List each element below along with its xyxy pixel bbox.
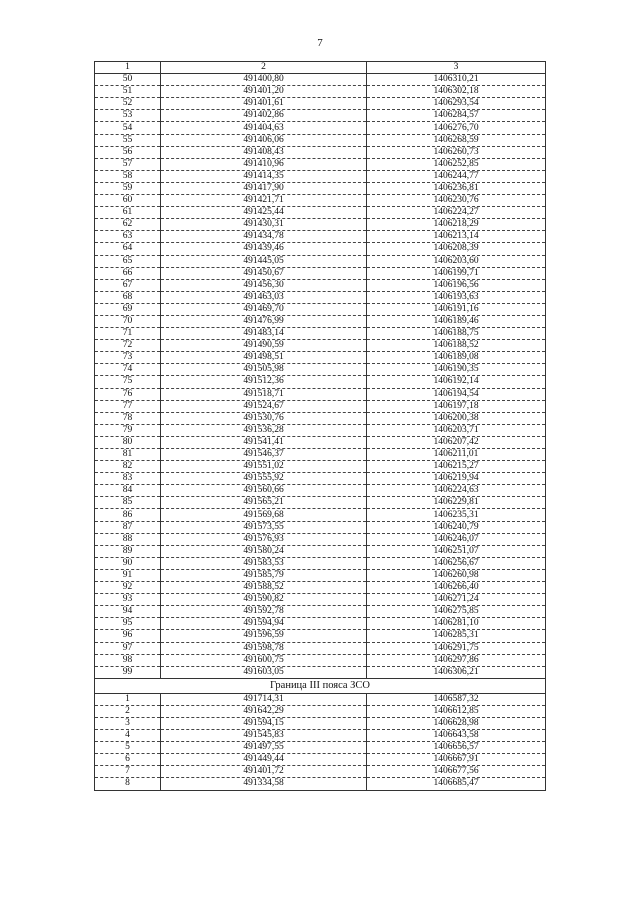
point-number-cell: 57 (95, 158, 161, 170)
y-coordinate-cell: 1406266,40 (367, 582, 546, 594)
y-coordinate-cell: 1406203,71 (367, 424, 546, 436)
point-number-cell: 71 (95, 328, 161, 340)
point-number-cell: 3 (95, 717, 161, 729)
table-row (95, 400, 546, 412)
table-row (95, 666, 546, 678)
y-coordinate-cell: 1406667,91 (367, 754, 546, 766)
y-coordinate-cell: 1406260,73 (367, 146, 546, 158)
x-coordinate-cell: 491603,05 (161, 666, 367, 678)
x-coordinate-cell: 491594,15 (161, 717, 367, 729)
point-number-cell: 1 (95, 693, 161, 705)
x-coordinate-cell: 491483,14 (161, 328, 367, 340)
x-coordinate-cell: 491402,86 (161, 110, 367, 122)
x-coordinate-cell: 491545,83 (161, 730, 367, 742)
point-number-cell: 98 (95, 654, 161, 666)
table-row (95, 630, 546, 642)
point-number-cell: 55 (95, 134, 161, 146)
table-row (95, 521, 546, 533)
x-coordinate-cell: 491524,67 (161, 400, 367, 412)
x-coordinate-cell: 491573,55 (161, 521, 367, 533)
x-coordinate-cell: 491576,93 (161, 533, 367, 545)
table-row (95, 195, 546, 207)
x-coordinate-cell: 491600,75 (161, 654, 367, 666)
y-coordinate-cell: 1406293,54 (367, 98, 546, 110)
x-coordinate-cell: 491596,59 (161, 630, 367, 642)
point-number-cell: 65 (95, 255, 161, 267)
point-number-cell: 2 (95, 705, 161, 717)
y-coordinate-cell: 1406251,07 (367, 545, 546, 557)
point-number-cell: 94 (95, 606, 161, 618)
point-number-cell: 95 (95, 618, 161, 630)
table-row (95, 412, 546, 424)
y-coordinate-cell: 1406297,86 (367, 654, 546, 666)
point-number-cell: 50 (95, 74, 161, 86)
y-coordinate-cell: 1406276,70 (367, 122, 546, 134)
point-number-cell: 54 (95, 122, 161, 134)
x-coordinate-cell: 491560,66 (161, 485, 367, 497)
table-row (95, 693, 546, 705)
y-coordinate-cell: 1406207,42 (367, 436, 546, 448)
y-coordinate-cell: 1406200,38 (367, 412, 546, 424)
point-number-cell: 80 (95, 436, 161, 448)
point-number-cell: 89 (95, 545, 161, 557)
y-coordinate-cell: 1406275,85 (367, 606, 546, 618)
x-coordinate-cell: 491469,70 (161, 303, 367, 315)
x-coordinate-cell: 491588,52 (161, 582, 367, 594)
column-header-y: 3 (367, 62, 546, 74)
x-coordinate-cell: 491541,41 (161, 436, 367, 448)
x-coordinate-cell: 491445,05 (161, 255, 367, 267)
x-coordinate-cell: 491400,80 (161, 74, 367, 86)
y-coordinate-cell: 1406189,08 (367, 352, 546, 364)
x-coordinate-cell: 491598,78 (161, 642, 367, 654)
x-coordinate-cell: 491551,02 (161, 461, 367, 473)
x-coordinate-cell: 491580,24 (161, 545, 367, 557)
column-header-point-number: 1 (95, 62, 161, 74)
table-row (95, 340, 546, 352)
y-coordinate-cell: 1406656,57 (367, 742, 546, 754)
table-row (95, 557, 546, 569)
y-coordinate-cell: 1406224,63 (367, 485, 546, 497)
table-row (95, 110, 546, 122)
table-row (95, 315, 546, 327)
point-number-cell: 83 (95, 473, 161, 485)
x-coordinate-cell: 491530,76 (161, 412, 367, 424)
y-coordinate-cell: 1406281,10 (367, 618, 546, 630)
table-row (95, 582, 546, 594)
x-coordinate-cell: 491334,58 (161, 778, 367, 790)
x-coordinate-cell: 491569,68 (161, 509, 367, 521)
y-coordinate-cell: 1406685,47 (367, 778, 546, 790)
point-number-cell: 97 (95, 642, 161, 654)
y-coordinate-cell: 1406285,31 (367, 630, 546, 642)
point-number-cell: 6 (95, 754, 161, 766)
point-number-cell: 56 (95, 146, 161, 158)
point-number-cell: 62 (95, 219, 161, 231)
point-number-cell: 73 (95, 352, 161, 364)
table-row (95, 328, 546, 340)
table-row (95, 207, 546, 219)
y-coordinate-cell: 1406240,79 (367, 521, 546, 533)
point-number-cell: 85 (95, 497, 161, 509)
table-row (95, 754, 546, 766)
y-coordinate-cell: 1406188,75 (367, 328, 546, 340)
table-row (95, 219, 546, 231)
x-coordinate-cell: 491434,78 (161, 231, 367, 243)
table-row (95, 705, 546, 717)
point-number-cell: 5 (95, 742, 161, 754)
table-row (95, 134, 546, 146)
y-coordinate-cell: 1406193,63 (367, 291, 546, 303)
x-coordinate-cell: 491450,67 (161, 267, 367, 279)
x-coordinate-cell: 491518,71 (161, 388, 367, 400)
table-row (95, 170, 546, 182)
point-number-cell: 74 (95, 364, 161, 376)
point-number-cell: 61 (95, 207, 161, 219)
x-coordinate-cell: 491401,61 (161, 98, 367, 110)
table-row (95, 654, 546, 666)
point-number-cell: 58 (95, 170, 161, 182)
y-coordinate-cell: 1406302,18 (367, 86, 546, 98)
table-row (95, 766, 546, 778)
table-row (95, 717, 546, 729)
y-coordinate-cell: 1406213,14 (367, 231, 546, 243)
y-coordinate-cell: 1406284,57 (367, 110, 546, 122)
point-number-cell: 67 (95, 279, 161, 291)
y-coordinate-cell: 1406628,98 (367, 717, 546, 729)
point-number-cell: 77 (95, 400, 161, 412)
table-row (95, 231, 546, 243)
x-coordinate-cell: 491583,53 (161, 557, 367, 569)
x-coordinate-cell: 491585,79 (161, 569, 367, 581)
table-row (95, 497, 546, 509)
table-row (95, 255, 546, 267)
point-number-cell: 64 (95, 243, 161, 255)
point-number-cell: 88 (95, 533, 161, 545)
point-number-cell: 70 (95, 315, 161, 327)
y-coordinate-cell: 1406219,94 (367, 473, 546, 485)
y-coordinate-cell: 1406196,56 (367, 279, 546, 291)
table-row (95, 279, 546, 291)
point-number-cell: 72 (95, 340, 161, 352)
point-number-cell: 87 (95, 521, 161, 533)
table-row (95, 74, 546, 86)
table-row (95, 730, 546, 742)
y-coordinate-cell: 1406199,71 (367, 267, 546, 279)
table-row (95, 182, 546, 194)
point-number-cell: 8 (95, 778, 161, 790)
table-row (95, 606, 546, 618)
table-row (95, 352, 546, 364)
x-coordinate-cell: 491439,46 (161, 243, 367, 255)
y-coordinate-cell: 1406252,85 (367, 158, 546, 170)
point-number-cell: 84 (95, 485, 161, 497)
y-coordinate-cell: 1406260,98 (367, 569, 546, 581)
table-row (95, 436, 546, 448)
table-row (95, 98, 546, 110)
table-row (95, 122, 546, 134)
table-row (95, 594, 546, 606)
point-number-cell: 82 (95, 461, 161, 473)
section-heading-row (95, 678, 546, 693)
table-row (95, 642, 546, 654)
table-row (95, 778, 546, 790)
y-coordinate-cell: 1406246,07 (367, 533, 546, 545)
x-coordinate-cell: 491406,06 (161, 134, 367, 146)
point-number-cell: 69 (95, 303, 161, 315)
x-coordinate-cell: 491512,36 (161, 376, 367, 388)
table-row (95, 267, 546, 279)
point-number-cell: 91 (95, 569, 161, 581)
y-coordinate-cell: 1406203,60 (367, 255, 546, 267)
point-number-cell: 81 (95, 449, 161, 461)
y-coordinate-cell: 1406235,31 (367, 509, 546, 521)
y-coordinate-cell: 1406236,81 (367, 182, 546, 194)
point-number-cell: 86 (95, 509, 161, 521)
y-coordinate-cell: 1406612,85 (367, 705, 546, 717)
table-row (95, 533, 546, 545)
x-coordinate-cell: 491592,78 (161, 606, 367, 618)
table-row (95, 303, 546, 315)
x-coordinate-cell: 491456,30 (161, 279, 367, 291)
y-coordinate-cell: 1406587,32 (367, 693, 546, 705)
y-coordinate-cell: 1406191,16 (367, 303, 546, 315)
y-coordinate-cell: 1406244,77 (367, 170, 546, 182)
table-row (95, 742, 546, 754)
y-coordinate-cell: 1406268,59 (367, 134, 546, 146)
point-number-cell: 4 (95, 730, 161, 742)
x-coordinate-cell: 491714,31 (161, 693, 367, 705)
point-number-cell: 76 (95, 388, 161, 400)
y-coordinate-cell: 1406224,27 (367, 207, 546, 219)
x-coordinate-cell: 491421,71 (161, 195, 367, 207)
table-row (95, 449, 546, 461)
x-coordinate-cell: 491536,28 (161, 424, 367, 436)
x-coordinate-cell: 491498,51 (161, 352, 367, 364)
y-coordinate-cell: 1406291,75 (367, 642, 546, 654)
point-number-cell: 52 (95, 98, 161, 110)
y-coordinate-cell: 1406229,81 (367, 497, 546, 509)
point-number-cell: 7 (95, 766, 161, 778)
table-row (95, 545, 546, 557)
table-row (95, 473, 546, 485)
table-row (95, 364, 546, 376)
table-row (95, 291, 546, 303)
x-coordinate-cell: 491476,99 (161, 315, 367, 327)
point-number-cell: 53 (95, 110, 161, 122)
table-row (95, 146, 546, 158)
point-number-cell: 68 (95, 291, 161, 303)
y-coordinate-cell: 1406189,46 (367, 315, 546, 327)
coordinates-table (94, 61, 546, 791)
x-coordinate-cell: 491417,90 (161, 182, 367, 194)
x-coordinate-cell: 491497,55 (161, 742, 367, 754)
point-number-cell: 96 (95, 630, 161, 642)
x-coordinate-cell: 491404,63 (161, 122, 367, 134)
point-number-cell: 78 (95, 412, 161, 424)
x-coordinate-cell: 491565,21 (161, 497, 367, 509)
table-header-row (95, 62, 546, 74)
x-coordinate-cell: 491430,31 (161, 219, 367, 231)
point-number-cell: 59 (95, 182, 161, 194)
point-number-cell: 79 (95, 424, 161, 436)
table-row (95, 243, 546, 255)
table-row (95, 388, 546, 400)
point-number-cell: 63 (95, 231, 161, 243)
x-coordinate-cell: 491425,44 (161, 207, 367, 219)
x-coordinate-cell: 491505,98 (161, 364, 367, 376)
y-coordinate-cell: 1406643,58 (367, 730, 546, 742)
x-coordinate-cell: 491490,59 (161, 340, 367, 352)
y-coordinate-cell: 1406192,14 (367, 376, 546, 388)
table-row (95, 485, 546, 497)
y-coordinate-cell: 1406218,29 (367, 219, 546, 231)
y-coordinate-cell: 1406306,21 (367, 666, 546, 678)
y-coordinate-cell: 1406208,39 (367, 243, 546, 255)
point-number-cell: 75 (95, 376, 161, 388)
table-row (95, 461, 546, 473)
page-number: 7 (317, 37, 323, 49)
x-coordinate-cell: 491642,29 (161, 705, 367, 717)
point-number-cell: 60 (95, 195, 161, 207)
y-coordinate-cell: 1406197,18 (367, 400, 546, 412)
table-row (95, 569, 546, 581)
table-row (95, 509, 546, 521)
y-coordinate-cell: 1406256,67 (367, 557, 546, 569)
point-number-cell: 90 (95, 557, 161, 569)
point-number-cell: 93 (95, 594, 161, 606)
x-coordinate-cell: 491410,96 (161, 158, 367, 170)
coordinates-table-body (95, 62, 546, 791)
column-header-x: 2 (161, 62, 367, 74)
y-coordinate-cell: 1406194,54 (367, 388, 546, 400)
table-row (95, 376, 546, 388)
x-coordinate-cell: 491408,43 (161, 146, 367, 158)
point-number-cell: 51 (95, 86, 161, 98)
y-coordinate-cell: 1406310,21 (367, 74, 546, 86)
x-coordinate-cell: 491401,20 (161, 86, 367, 98)
table-row (95, 86, 546, 98)
y-coordinate-cell: 1406211,01 (367, 449, 546, 461)
x-coordinate-cell: 491449,44 (161, 754, 367, 766)
table-row (95, 424, 546, 436)
point-number-cell: 66 (95, 267, 161, 279)
x-coordinate-cell: 491594,94 (161, 618, 367, 630)
x-coordinate-cell: 491555,92 (161, 473, 367, 485)
point-number-cell: 99 (95, 666, 161, 678)
x-coordinate-cell: 491463,03 (161, 291, 367, 303)
y-coordinate-cell: 1406271,24 (367, 594, 546, 606)
section-title: Граница III пояса ЗСО (95, 678, 546, 693)
table-row (95, 158, 546, 170)
y-coordinate-cell: 1406215,27 (367, 461, 546, 473)
y-coordinate-cell: 1406190,35 (367, 364, 546, 376)
y-coordinate-cell: 1406188,52 (367, 340, 546, 352)
y-coordinate-cell: 1406230,76 (367, 195, 546, 207)
x-coordinate-cell: 491546,37 (161, 449, 367, 461)
y-coordinate-cell: 1406677,56 (367, 766, 546, 778)
x-coordinate-cell: 491401,72 (161, 766, 367, 778)
x-coordinate-cell: 491414,35 (161, 170, 367, 182)
x-coordinate-cell: 491590,82 (161, 594, 367, 606)
point-number-cell: 92 (95, 582, 161, 594)
table-row (95, 618, 546, 630)
